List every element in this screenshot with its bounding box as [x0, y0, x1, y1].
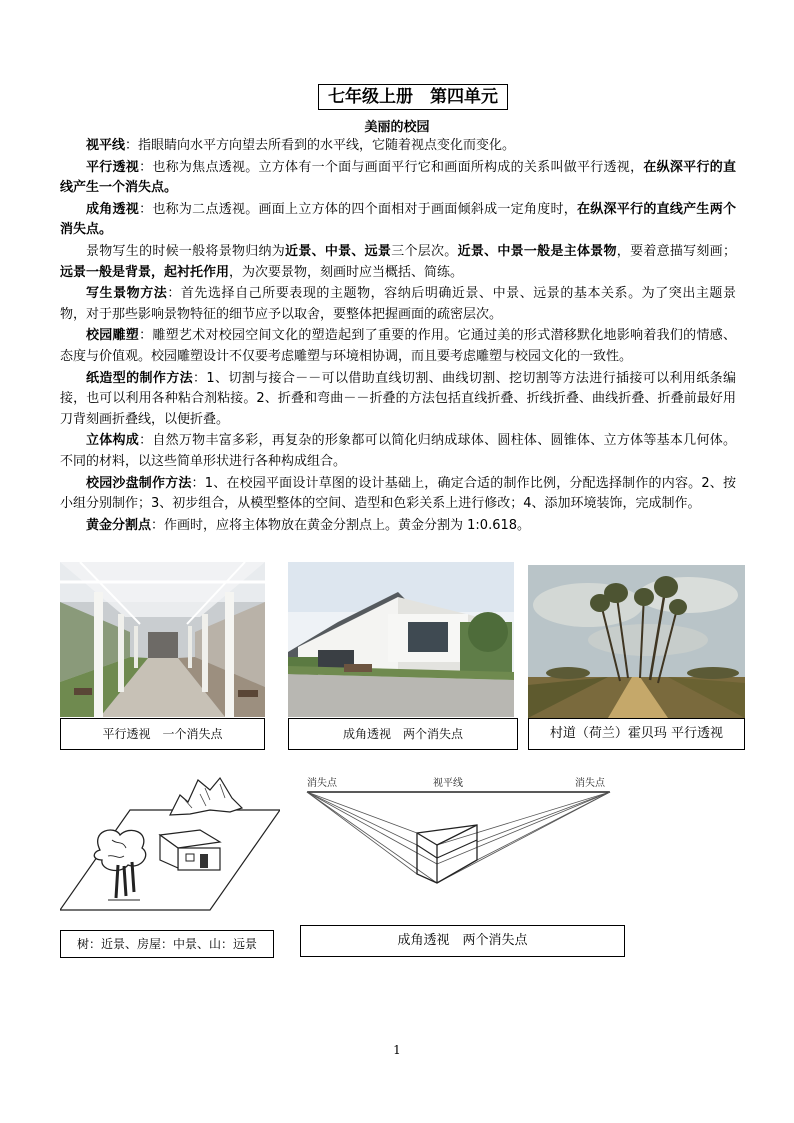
paragraph — [60, 431, 736, 472]
paragraph — [60, 284, 736, 325]
term: 远景一般是背景，起衬托作用 — [60, 264, 230, 280]
painting-caption: 村道（荷兰）霍贝玛 平行透视 — [528, 718, 745, 750]
term: 平行透视 — [86, 159, 140, 175]
term: 黄金分割点 — [86, 517, 152, 533]
walkway-photo — [60, 562, 265, 717]
sketch-caption: 树：近景、房屋：中景、山：远景 — [60, 930, 274, 958]
paragraph-text: ：自然万物丰富多彩，再复杂的形象都可以简化归纳成球体、圆柱体、圆锥体、立方体等基本几何体。不同的材料，以这些简单形状进行各种构成组合。 — [60, 433, 736, 469]
term: 成角透视 — [86, 201, 140, 217]
painting-photo — [528, 565, 745, 718]
paragraph-text: ：也称为二点透视。画面上立方体的四个面相对于画面倾斜成一定角度时， — [139, 201, 577, 217]
body-text — [60, 136, 736, 537]
paragraph — [60, 369, 736, 431]
paragraph — [60, 474, 736, 515]
paragraph — [60, 136, 736, 157]
paragraph-text: ：也称为焦点透视。立方体有一个面与画面平行它和画面所构成的关系叫做平行透视， — [139, 159, 644, 175]
paragraph-text: ：1、在校园平面设计草图的设计基础上，确定合适的制作比例，分配选择制作的内容。2、按小组分别制作；3、初步组合，从模型整体的空间、造型和色彩关系上进行修改；4、添加环境装饰，完成制作。 — [60, 475, 736, 512]
term: 在纵深平行的直线产生一个消失点。 — [60, 159, 736, 196]
paragraph-text: ，要着意描写刻画； — [616, 243, 736, 259]
term: 近景、中景一般是主体景物 — [457, 243, 617, 259]
paragraph — [60, 158, 736, 199]
paragraph-text: 景物写生的时候一般将景物归纳为 — [86, 243, 286, 259]
term: 校园雕塑 — [86, 328, 140, 344]
lesson-subtitle: 美丽的校园 — [364, 120, 430, 135]
paragraph — [60, 200, 736, 241]
left-vanishing-point-label: 消失点 — [307, 778, 337, 789]
building-photo — [288, 562, 514, 717]
paragraph-text: ：首先选择自己所要表现的主题物，容纳后明确近景、中景、远景的基本关系。为了突出主题景物，对于那些影响景物特征的细节应予以取舍，要整体把握画面的疏密层次。 — [60, 286, 736, 322]
unit-title: 七年级上册 第四单元 — [318, 84, 508, 110]
term: 视平线 — [86, 138, 126, 153]
term: 写生景物方法 — [86, 286, 168, 302]
paragraph-text: ：作画时，应将主体物放在黄金分割点上。黄金分割为 1:0.618。 — [151, 517, 531, 533]
paragraph-text: ：1、切割与接合－－可以借助直线切割、曲线切割、挖切割等方法进行插接可以利用纸条编接，也可以利用各种粘合剂粘接。2、折叠和弯曲－－折叠的方法包括直线折叠、折线折叠、曲线折叠、折叠前最好用刀背刻画折叠线，以便折叠。 — [60, 370, 736, 427]
term: 在纵深平行的直线产生两个消失点。 — [60, 201, 736, 238]
paragraph-text: ，为次要景物，刻画时应当概括、简练。 — [229, 264, 464, 280]
paragraph — [60, 326, 736, 367]
walkway-caption: 平行透视 一个消失点 — [60, 718, 265, 750]
paragraph-text: ：指眼睛向水平方向望去所看到的水平线，它随着视点变化而变化。 — [125, 138, 516, 153]
term: 纸造型的制作方法 — [86, 370, 194, 386]
paragraph-text: ：雕塑艺术对校园空间文化的塑造起到了重要的作用。它通过美的形式潜移默化地影响着我们的情感、态度与价值观。校园雕塑设计不仅要考虑雕塑与环境相协调，而且要考虑雕塑与校园文化的一致性。 — [60, 328, 736, 364]
horizon-line-label: 视平线 — [433, 778, 463, 789]
page-number: 1 — [393, 1043, 401, 1057]
diagram-caption: 成角透视 两个消失点 — [300, 925, 625, 957]
paragraph — [60, 242, 736, 283]
term: 立体构成 — [86, 433, 140, 449]
paragraph — [60, 516, 736, 537]
right-vanishing-point-label: 消失点 — [575, 778, 605, 789]
term: 近景、中景、远景 — [285, 243, 392, 259]
two-point-perspective-diagram — [305, 772, 615, 902]
term: 校园沙盘制作方法 — [86, 475, 192, 491]
building-caption: 成角透视 两个消失点 — [288, 718, 518, 750]
landscape-sketch — [60, 770, 280, 920]
paragraph-text: 三个层次。 — [391, 243, 458, 259]
